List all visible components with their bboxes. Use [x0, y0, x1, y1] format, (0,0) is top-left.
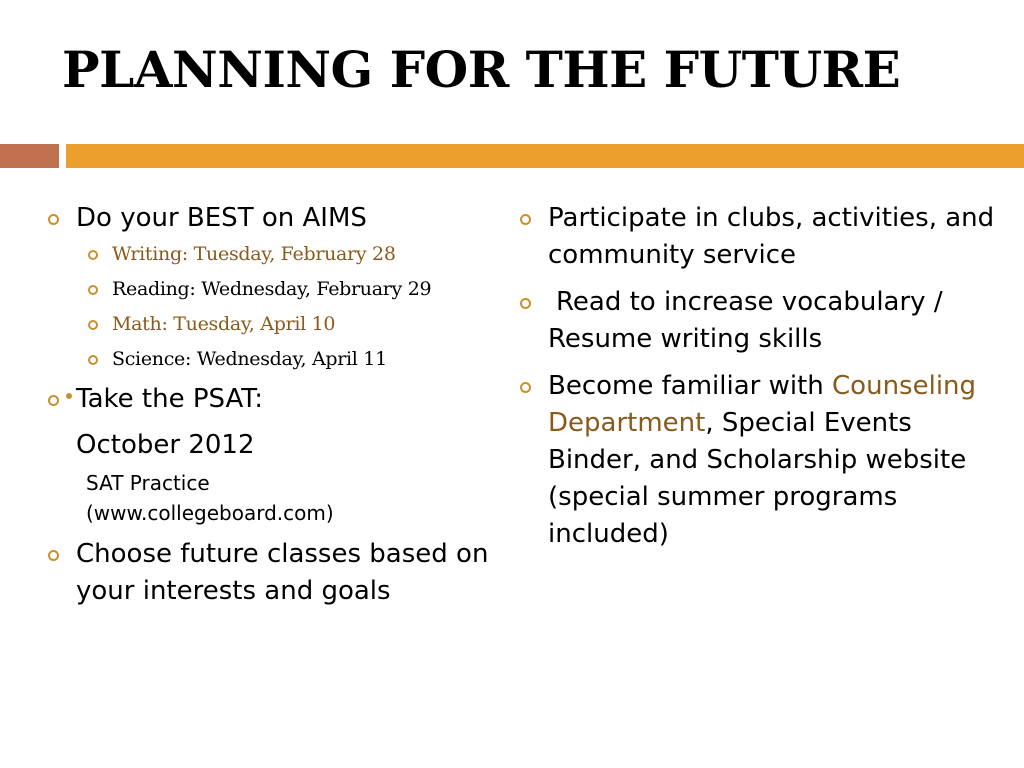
- left-column: [44, 200, 514, 618]
- sat-practice-label: SAT Practice: [86, 471, 210, 495]
- bullet-text-pre: Become familiar with: [548, 371, 833, 401]
- aims-date-item: [44, 311, 514, 338]
- slide-title: PLANNING FOR THE FUTURE: [62, 40, 901, 99]
- bullet-ring-icon: [520, 382, 531, 393]
- bullet-ring-icon: [88, 355, 98, 365]
- bullet-text: Take the PSAT:: [76, 384, 264, 414]
- bullet-psat: [44, 381, 514, 528]
- bullet-ring-icon: [520, 214, 531, 225]
- bullet-ring-icon: [88, 285, 98, 295]
- bullet-ring-icon: [520, 298, 531, 309]
- sat-practice-item: [44, 468, 514, 528]
- counseling-department-link[interactable]: Counseling Department: [548, 371, 977, 438]
- bullet-clubs: [516, 200, 996, 274]
- bullet-dot-icon: [66, 393, 72, 399]
- right-column: [516, 200, 996, 563]
- bullet-text: Do your BEST on AIMS: [76, 203, 367, 233]
- bullet-familiar: [516, 368, 996, 553]
- bullet-aims: [44, 200, 514, 373]
- aims-date-text: Science: Wednesday, April 11: [112, 348, 387, 370]
- bullet-text: Choose future classes based on your interests and goals: [76, 539, 489, 606]
- bullet-text: Participate in clubs, activities, and community service: [548, 203, 995, 270]
- bullet-classes: [44, 536, 514, 610]
- header-bar-left: [0, 144, 59, 168]
- bullet-ring-icon: [48, 214, 59, 225]
- aims-date-item: [44, 276, 514, 303]
- bullet-ring-icon: [48, 550, 59, 561]
- header-bar-right: [66, 144, 1024, 168]
- bullet-text-post: , Special Events Binder, and Scholarship website (special summer programs included): [548, 408, 967, 549]
- bullet-ring-icon: [88, 250, 98, 260]
- aims-date-item: [44, 346, 514, 373]
- aims-date-text: Writing: Tuesday, February 28: [112, 243, 396, 265]
- aims-date-item: [44, 241, 514, 268]
- aims-date-text: Reading: Wednesday, February 29: [112, 278, 432, 300]
- bullet-text: Read to increase vocabulary / Resume writing skills: [548, 287, 943, 354]
- bullet-ring-icon: [88, 320, 98, 330]
- collegeboard-url: (www.collegeboard.com): [86, 501, 334, 525]
- bullet-read: [516, 284, 996, 358]
- psat-date: October 2012: [76, 430, 255, 460]
- aims-date-text: Math: Tuesday, April 10: [112, 313, 336, 335]
- bullet-ring-icon: [48, 395, 59, 406]
- aims-dates-list: [44, 241, 514, 373]
